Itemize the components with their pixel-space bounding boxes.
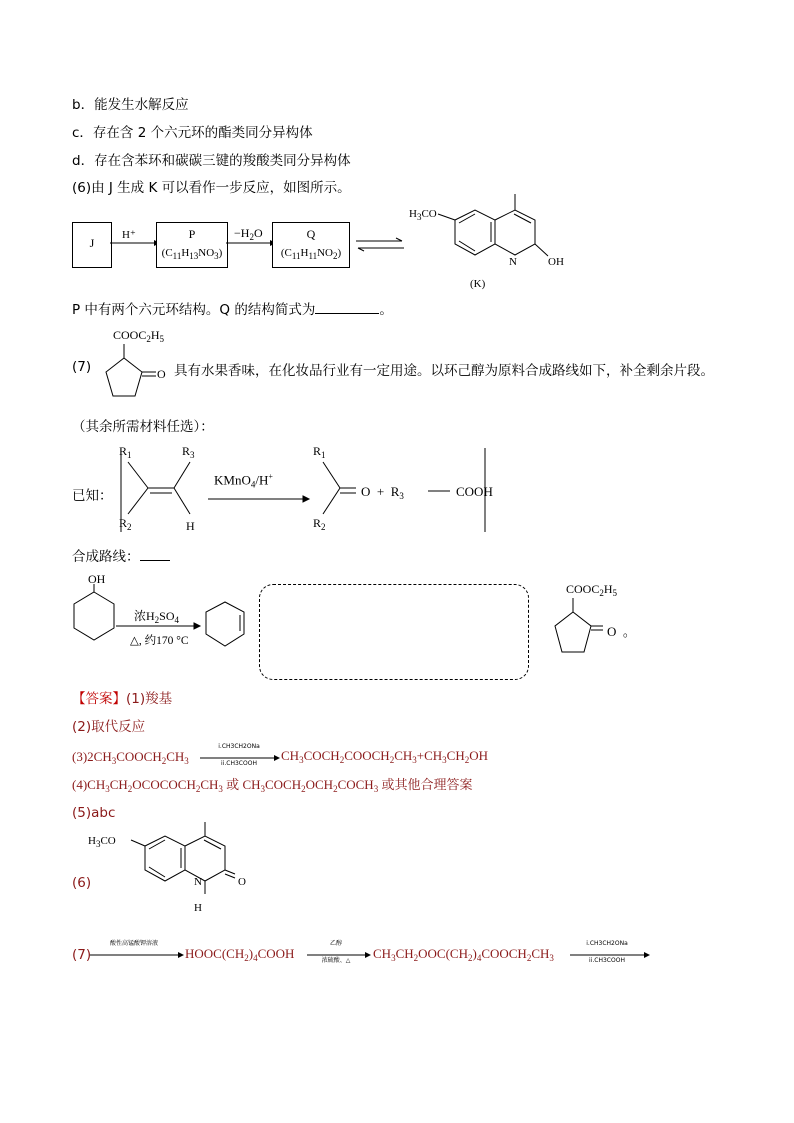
answer-7-cond2-top: 乙醇 [329,940,342,947]
answer-3: $(3)2CH_3COOCH_2CH_3$ [72,749,189,766]
k-oh: OH [548,256,564,268]
answer-3-cond-top: i.CH3CH2ONa [218,743,260,750]
answer-6-h3co: $H_3CO$ [88,835,116,849]
answer-7-p1: $HOOC(CH_2)_4COOH$ [185,946,295,963]
route-cond-bottom: △, 约170 °C [130,635,189,647]
box-j: J [72,222,112,268]
answer-6-n: N [194,876,202,888]
answer-5: (5)abc [72,805,116,821]
known-cooh: COOH [456,484,493,499]
route-end-cooc2h5: $COOC_2H_5$ [566,582,618,598]
box-p: P $(C_{11}H_{13}NO_3)$ [156,222,228,268]
answer-6: (6) [72,875,92,891]
route-cond-top: 浓$H_2SO_4$ [134,609,180,625]
answer-7-p2: $CH_3CH_2OOC(CH_2)_4COOCH_2CH_3$ [373,946,554,963]
known-r2: $R_2$ [119,516,132,532]
q7-cooc2h5: $COOC_2H_5$ [113,328,165,344]
q7-text: 具有水果香味，在化妆品行业有一定用途。以环己醇为原料合成路线如下，补全剩余片段。 [174,363,714,379]
q6-question: P 中有两个六元环结构。Q 的结构简式为 。 [72,302,393,318]
box-q-formula: $(C_{11}H_{11}NO_2)$ [280,247,342,261]
box-q: Q $(C_{11}H_{11}NO_2)$ [272,222,350,268]
known-h: H [186,519,195,533]
known-reaction [118,444,488,540]
answer-6-h: H [194,902,202,914]
answer-7-cond1: 酸性高锰酸钾溶液 [109,940,158,947]
route-label: 合成路线： [72,548,170,566]
answer-1: 【答案】(1)羧基 [72,691,173,707]
answer-6-o: O [238,876,246,888]
answer-4: $(4)CH_3CH_2OCOCOCH_2CH_3$ 或 $CH_3COCH_2OCH_2COCH_3$ 或其他合理答案 [72,777,473,794]
q7-o: O [157,367,166,381]
q7-note: （其余所需材料任选）： [72,419,214,435]
k-h3co: $H_3CO$ [409,208,437,222]
known-r3: $R_3$ [182,444,195,460]
answer-3-cond-bottom: ii.CH3COOH [221,760,257,767]
known-r1: $R_1$ [119,444,132,460]
option-c: c．存在含 2 个六元环的酯类同分异构体 [72,125,313,141]
answer-6-molecule [115,822,265,902]
answer-2: (2)取代反应 [72,719,146,735]
route-oh: OH [88,572,106,586]
arrow2-label: $-H_2O$ [234,226,263,242]
answer-dashed-box[interactable] [259,584,529,680]
q7-number: (7) [72,359,92,375]
known-product: $O + R_3$ [361,484,404,501]
known-label: 已知： [72,488,113,504]
known-reagent: KMnO$_4$/H+ [214,472,273,490]
option-b: b．能发生水解反应 [72,97,189,113]
known-product-r1: $R_1$ [313,444,326,460]
box-p-formula: $(C_{11}H_{13}NO_3)$ [161,247,223,261]
k-label: (K) [470,278,486,290]
answer-7-arrow1 [90,947,184,963]
answer-3-product: $CH_3COCH_2COOCH_2CH_3+CH_3CH_2OH$ [281,748,488,765]
option-d: d．存在含苯环和碳碳三键的羧酸类同分异构体 [72,153,351,169]
arrow1-label: H⁺ [122,229,136,241]
k-n: N [509,256,517,268]
q6-text: (6)由 J 生成 K 可以看作一步反应，如图所示。 [72,180,351,196]
answer-7-cond2-bottom: 浓硫酸、△ [321,957,351,964]
route-end-o: O 。 [607,624,636,639]
answer-7-cond3-bottom: ii.CH3COOH [589,957,625,964]
equilibrium-arrow [356,238,404,252]
known-product-r2: $R_2$ [313,516,326,532]
answer-7: (7) [72,947,92,963]
answer-7-cond3-top: i.CH3CH2ONa [586,940,628,947]
